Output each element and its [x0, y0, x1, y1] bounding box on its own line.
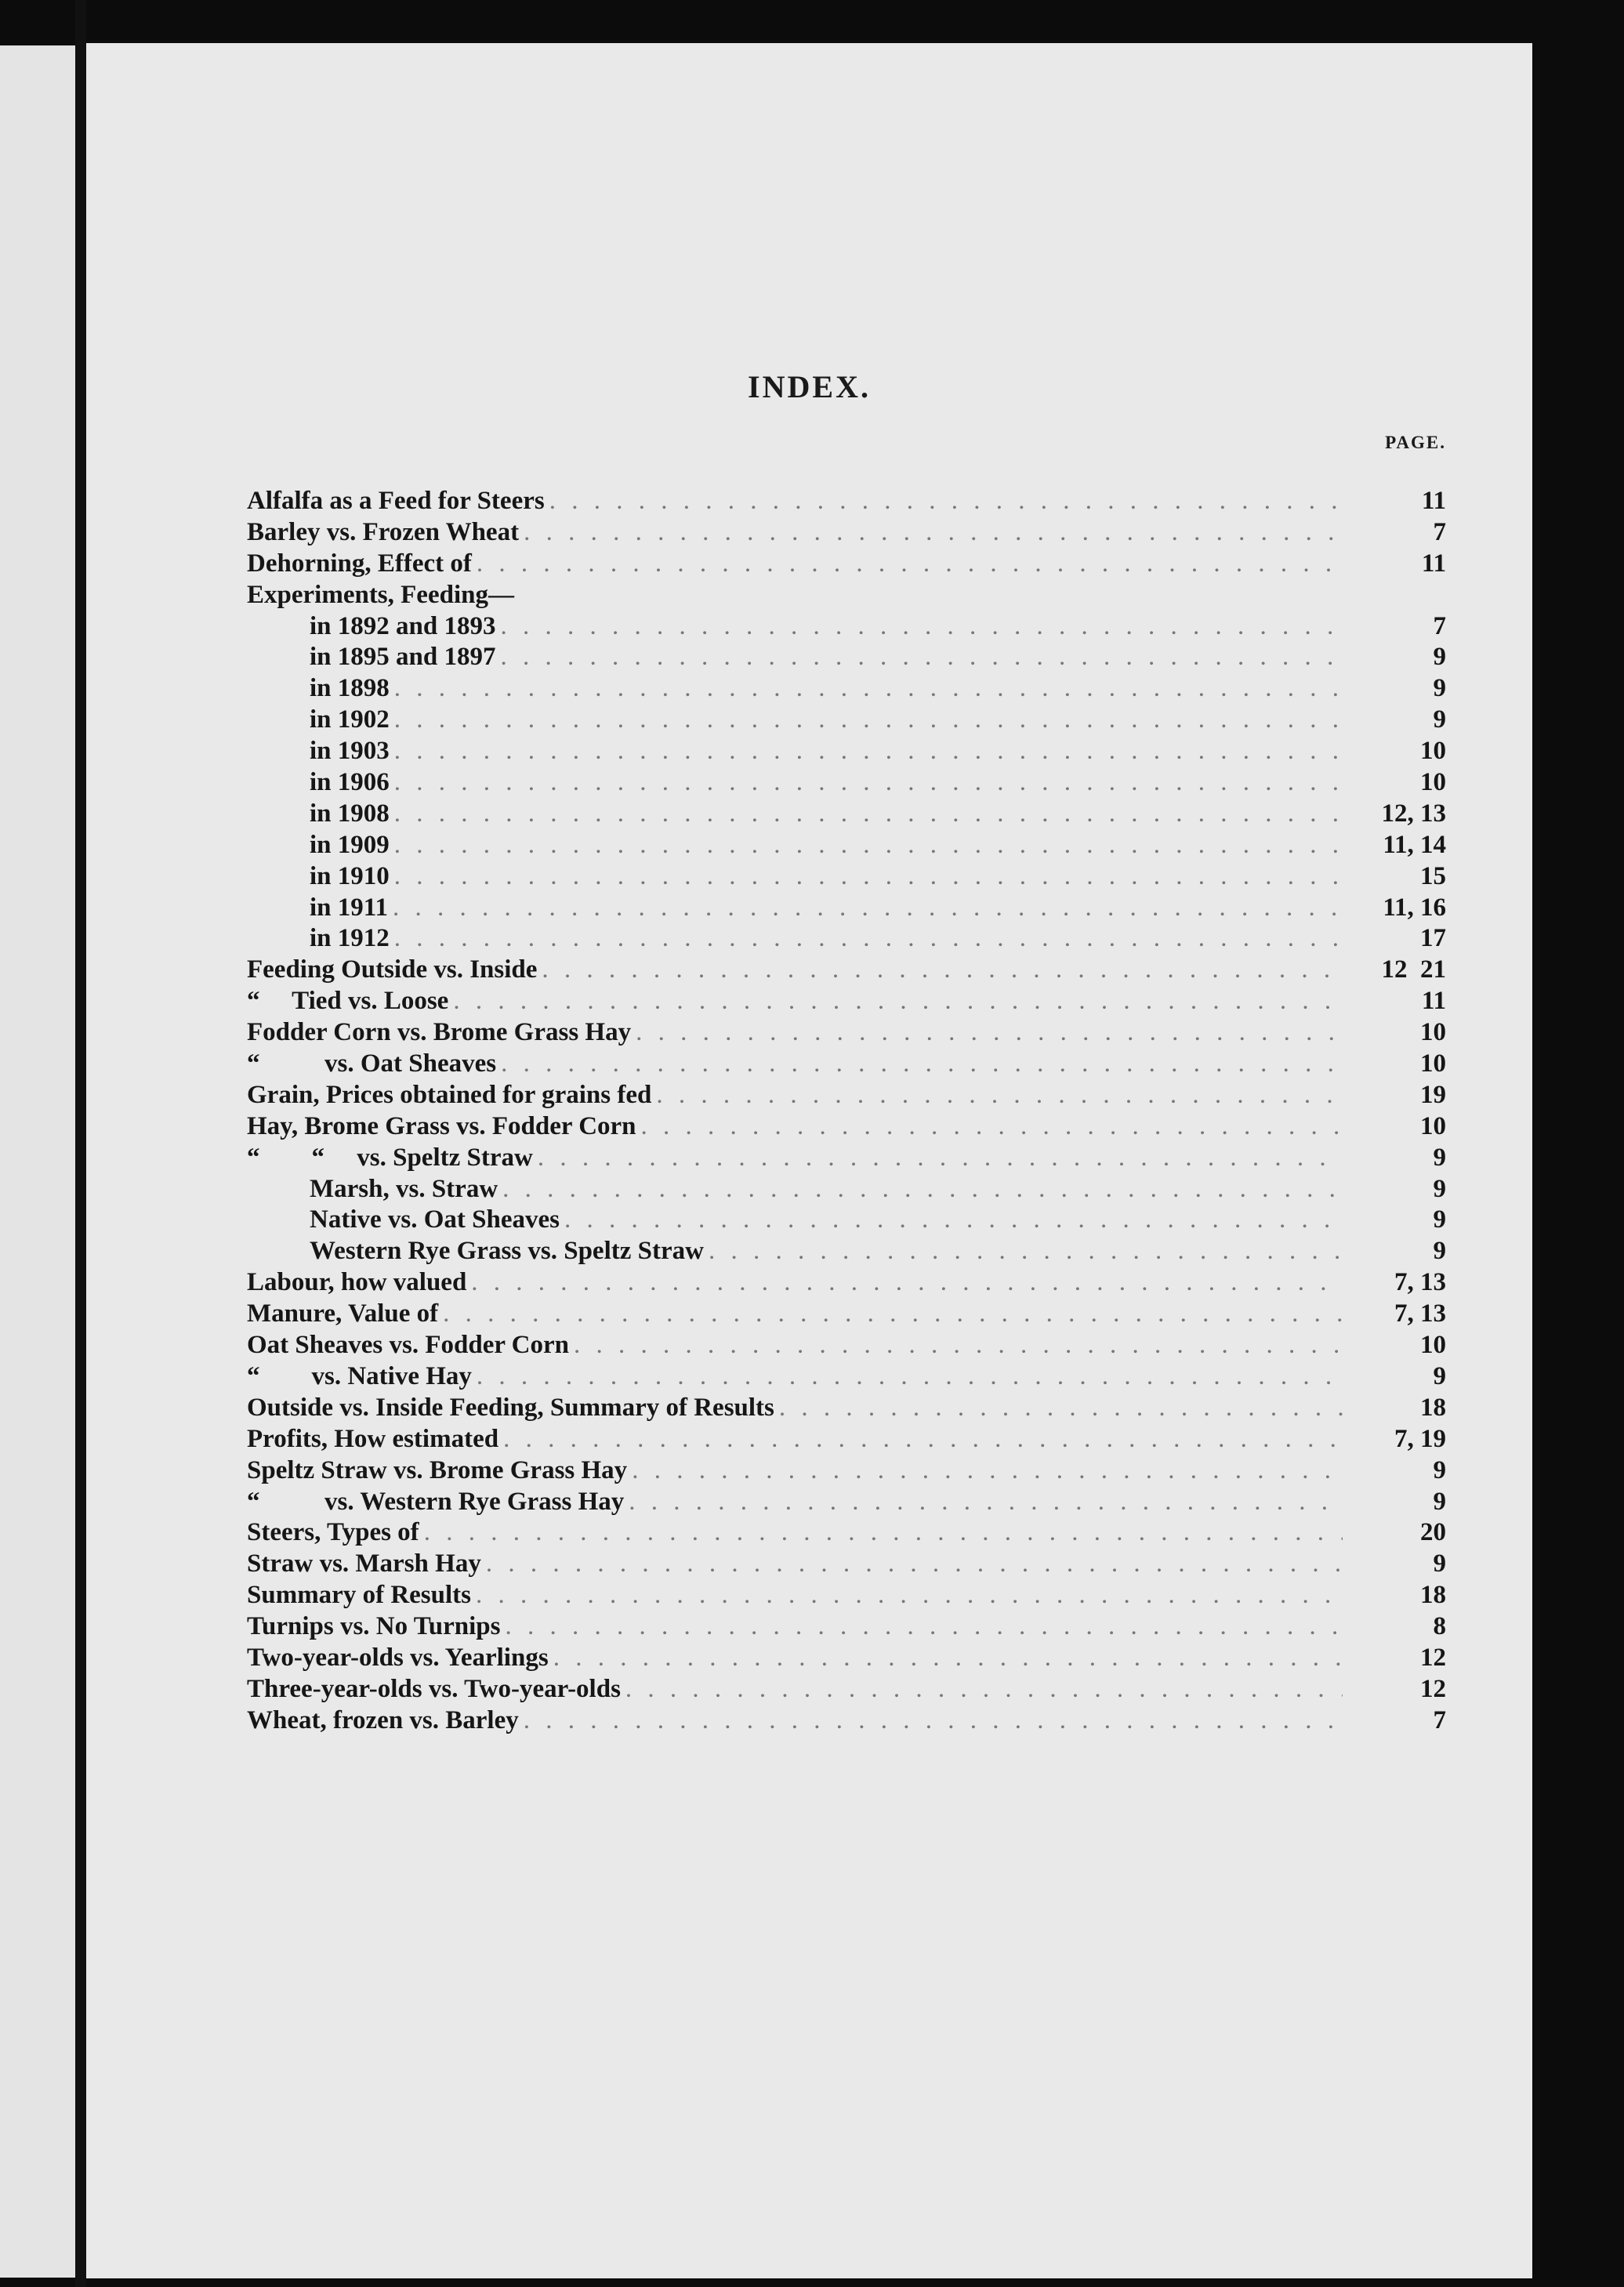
- index-entry: [247, 1706, 1446, 1738]
- index-entry: [247, 1049, 1446, 1081]
- dot-leader: [656, 1081, 1343, 1110]
- entry-page-number: 12, 13: [1381, 799, 1446, 828]
- dot-leader: [542, 955, 1343, 984]
- index-entry: [247, 1488, 1446, 1519]
- entry-page-number: 10: [1420, 1331, 1446, 1360]
- entry-text: Western Rye Grass vs. Speltz Straw: [310, 1237, 704, 1266]
- entry-page-number: 9: [1433, 705, 1446, 734]
- index-entry: [247, 1175, 1446, 1206]
- entry-text: “ “ vs. Speltz Straw: [247, 1143, 533, 1172]
- entry-page-number: 11, 14: [1383, 830, 1446, 859]
- index-entry: [247, 1644, 1446, 1675]
- dot-leader: [477, 1362, 1343, 1391]
- entry-page-number: 9: [1433, 1205, 1446, 1234]
- entry-text: Two-year-olds vs. Yearlings: [247, 1643, 549, 1672]
- book-gutter: [75, 0, 86, 2287]
- entry-text: in 1912: [310, 924, 390, 953]
- entry-text: “ vs. Native Hay: [247, 1361, 472, 1390]
- entry-page-number: 7, 19: [1394, 1424, 1446, 1453]
- entry-page-number: 12: [1420, 1674, 1446, 1703]
- entry-text: Straw vs. Marsh Hay: [247, 1549, 481, 1578]
- dot-leader: [574, 1331, 1343, 1360]
- entry-text: Oat Sheaves vs. Fodder Corn: [247, 1331, 569, 1360]
- dot-leader: [501, 1049, 1343, 1078]
- entry-page-number: 9: [1433, 1549, 1446, 1578]
- entry-page-number: 11: [1421, 549, 1446, 578]
- entry-page-number: 10: [1420, 1111, 1446, 1140]
- index-entry: [247, 549, 1446, 581]
- dot-leader: [636, 1018, 1343, 1047]
- index-entry: [247, 1144, 1446, 1175]
- dot-leader: [394, 705, 1343, 734]
- dot-leader: [564, 1205, 1343, 1234]
- index-entry: [247, 893, 1446, 925]
- index-entry: [247, 1299, 1446, 1331]
- dot-leader: [394, 768, 1343, 797]
- dot-leader: [476, 1581, 1343, 1610]
- dot-leader: [632, 1456, 1343, 1485]
- entry-page-number: 9: [1433, 1237, 1446, 1266]
- index-entry: [247, 1018, 1446, 1049]
- dot-leader: [503, 1425, 1343, 1454]
- dot-leader: [424, 1518, 1343, 1547]
- dot-leader: [502, 1175, 1343, 1204]
- entry-text: in 1910: [310, 861, 390, 890]
- entry-page-number: 17: [1420, 924, 1446, 953]
- entry-page-number: 11: [1421, 487, 1446, 515]
- dot-leader: [477, 549, 1343, 578]
- entry-page-number: 7, 13: [1394, 1299, 1446, 1328]
- index-entry: [247, 674, 1446, 705]
- dot-leader: [393, 893, 1343, 922]
- previous-page-edge: [0, 45, 75, 2278]
- entry-text: Manure, Value of: [247, 1299, 439, 1328]
- entry-page-number: 10: [1420, 737, 1446, 766]
- entry-page-number: 9: [1433, 1455, 1446, 1484]
- entry-page-number: 9: [1433, 1361, 1446, 1390]
- index-entry: [247, 737, 1446, 768]
- index-page: [86, 43, 1532, 2278]
- entry-text: Speltz Straw vs. Brome Grass Hay: [247, 1455, 628, 1484]
- dot-leader: [505, 1612, 1343, 1641]
- entry-page-number: 18: [1420, 1393, 1446, 1422]
- entry-page-number: 7: [1433, 611, 1446, 640]
- index-entry: [247, 955, 1446, 987]
- index-entry: [247, 1362, 1446, 1394]
- index-entry: [247, 1394, 1446, 1425]
- entry-page-number: 18: [1420, 1581, 1446, 1610]
- entry-page-number: 10: [1420, 768, 1446, 797]
- dot-leader: [549, 487, 1343, 516]
- entry-page-number: 11, 16: [1383, 893, 1446, 922]
- index-entries: [247, 487, 1446, 1738]
- dot-leader: [443, 1299, 1343, 1328]
- index-entry: [247, 1518, 1446, 1549]
- entry-text: Grain, Prices obtained for grains fed: [247, 1080, 652, 1109]
- entry-text: Wheat, frozen vs. Barley: [247, 1705, 519, 1734]
- index-entry: [247, 831, 1446, 862]
- index-entry: [247, 581, 1446, 612]
- entry-text: in 1898: [310, 674, 390, 703]
- entry-text: in 1895 and 1897: [310, 643, 496, 672]
- dot-leader: [394, 831, 1343, 860]
- index-entry: [247, 1425, 1446, 1456]
- entry-page-number: 9: [1433, 643, 1446, 672]
- entry-page-number: 9: [1433, 1487, 1446, 1516]
- entry-text: Fodder Corn vs. Brome Grass Hay: [247, 1018, 632, 1047]
- entry-text: “ vs. Western Rye Grass Hay: [247, 1487, 625, 1516]
- dot-leader: [625, 1675, 1343, 1704]
- entry-text: in 1909: [310, 830, 390, 859]
- index-entry: [247, 1205, 1446, 1237]
- entry-text: Profits, How estimated: [247, 1424, 499, 1453]
- entry-page-number: 7: [1433, 1705, 1446, 1734]
- index-entry: [247, 1549, 1446, 1581]
- index-entry: [247, 487, 1446, 518]
- entry-text: in 1903: [310, 737, 390, 766]
- dot-leader: [553, 1644, 1343, 1673]
- entry-text: Experiments, Feeding—: [247, 580, 514, 609]
- dot-leader: [394, 674, 1343, 703]
- index-entry: [247, 1237, 1446, 1268]
- dot-leader: [629, 1488, 1343, 1517]
- index-entry: [247, 1268, 1446, 1299]
- dot-leader: [453, 987, 1343, 1016]
- index-entry: [247, 1331, 1446, 1362]
- entry-text: Steers, Types of: [247, 1518, 419, 1547]
- dot-leader: [394, 737, 1343, 766]
- entry-text: Alfalfa as a Feed for Steers: [247, 487, 545, 515]
- index-entry: [247, 924, 1446, 955]
- entry-text: in 1892 and 1893: [310, 611, 496, 640]
- entry-text: Summary of Results: [247, 1581, 471, 1610]
- index-entry: [247, 643, 1446, 674]
- entry-page-number: 9: [1433, 1174, 1446, 1203]
- dot-leader: [471, 1268, 1343, 1297]
- dot-leader: [524, 518, 1343, 547]
- index-entry: [247, 799, 1446, 831]
- dot-leader: [500, 643, 1343, 672]
- index-entry: [247, 768, 1446, 799]
- entry-page-number: 12: [1420, 1643, 1446, 1672]
- dot-leader: [641, 1112, 1343, 1141]
- entry-page-number: 8: [1433, 1612, 1446, 1641]
- entry-text: Three-year-olds vs. Two-year-olds: [247, 1674, 621, 1703]
- entry-text: Turnips vs. No Turnips: [247, 1612, 501, 1641]
- entry-text: Native vs. Oat Sheaves: [310, 1205, 560, 1234]
- index-entry: [247, 987, 1446, 1018]
- page-column-label: PAGE.: [1385, 433, 1446, 452]
- entry-text: in 1906: [310, 768, 390, 797]
- entry-text: Labour, how valued: [247, 1268, 467, 1297]
- entry-text: Outside vs. Inside Feeding, Summary of Results: [247, 1393, 774, 1422]
- index-entry: [247, 1675, 1446, 1706]
- entry-text: in 1911: [310, 893, 388, 922]
- entry-text: “ Tied vs. Loose: [247, 987, 449, 1016]
- dot-leader: [524, 1706, 1343, 1735]
- entry-page-number: 10: [1420, 1018, 1446, 1047]
- index-entry: [247, 1456, 1446, 1488]
- entry-text: Hay, Brome Grass vs. Fodder Corn: [247, 1111, 636, 1140]
- dot-leader: [394, 862, 1343, 891]
- entry-page-number: 10: [1420, 1049, 1446, 1078]
- index-entry: [247, 1081, 1446, 1112]
- page-title: INDEX.: [748, 369, 871, 404]
- entry-page-number: 9: [1433, 674, 1446, 703]
- index-entry: [247, 1581, 1446, 1612]
- entry-page-number: 12 21: [1381, 955, 1446, 984]
- entry-page-number: 9: [1433, 1143, 1446, 1172]
- index-entry: [247, 705, 1446, 737]
- entry-text: “ vs. Oat Sheaves: [247, 1049, 497, 1078]
- dot-leader: [394, 799, 1343, 828]
- entry-text: Barley vs. Frozen Wheat: [247, 517, 520, 546]
- dot-leader: [709, 1237, 1343, 1266]
- entry-page-number: 15: [1420, 861, 1446, 890]
- index-entry: [247, 862, 1446, 893]
- index-entry: [247, 612, 1446, 643]
- index-entry: [247, 1612, 1446, 1644]
- index-entry: [247, 518, 1446, 549]
- dot-leader: [538, 1144, 1343, 1172]
- dot-leader: [500, 612, 1343, 641]
- entry-text: Feeding Outside vs. Inside: [247, 955, 538, 984]
- entry-text: Dehorning, Effect of: [247, 549, 472, 578]
- entry-text: in 1902: [310, 705, 390, 734]
- entry-page-number: 20: [1420, 1518, 1446, 1547]
- dot-leader: [779, 1394, 1343, 1423]
- entry-page-number: 7, 13: [1394, 1268, 1446, 1297]
- entry-text: in 1908: [310, 799, 390, 828]
- entry-page-number: 11: [1421, 987, 1446, 1016]
- index-entry: [247, 1112, 1446, 1144]
- entry-text: Marsh, vs. Straw: [310, 1174, 498, 1203]
- entry-page-number: 7: [1433, 517, 1446, 546]
- dot-leader: [394, 924, 1343, 953]
- entry-page-number: 19: [1420, 1080, 1446, 1109]
- dot-leader: [486, 1549, 1343, 1578]
